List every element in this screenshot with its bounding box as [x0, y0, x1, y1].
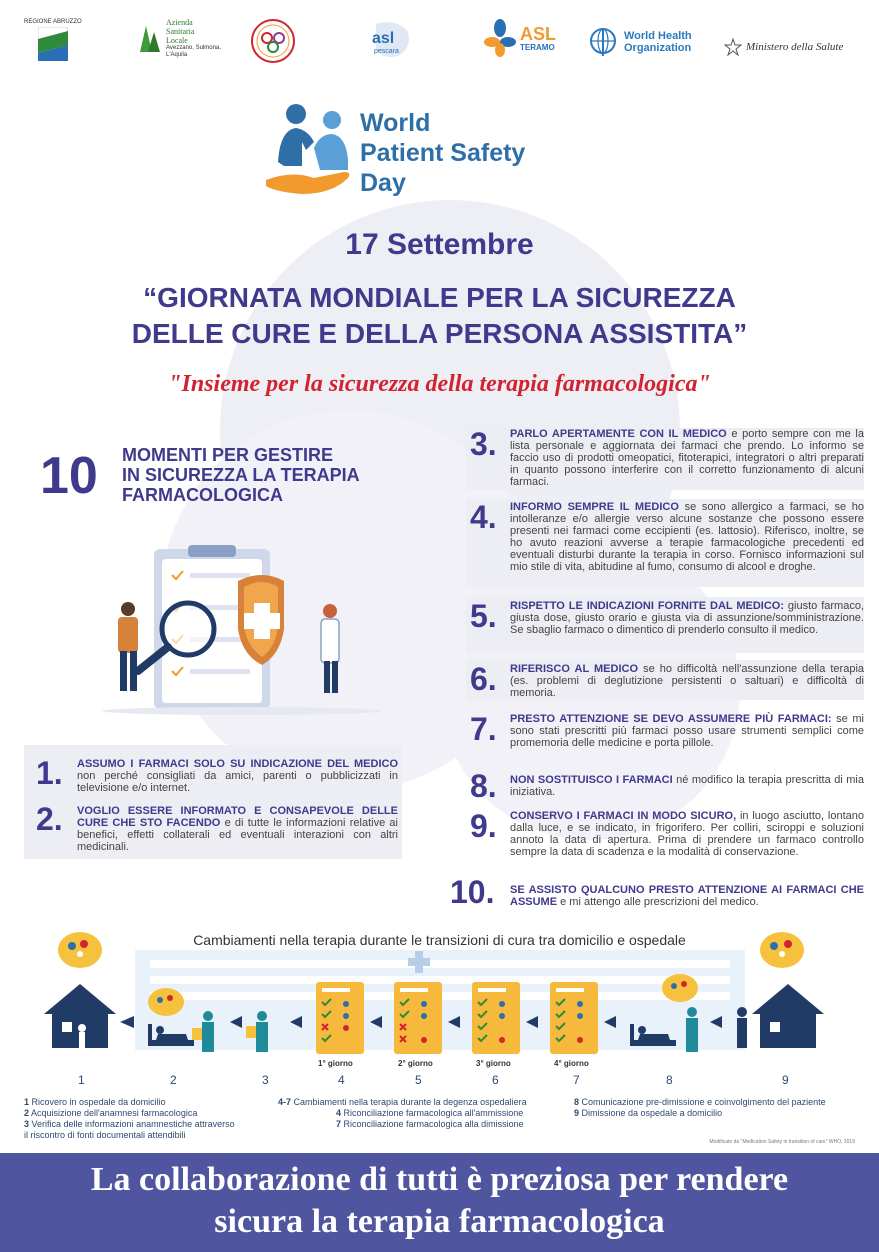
- moments-count: 10: [40, 447, 98, 505]
- asl-teramo-logo: ASL TERAMO: [484, 18, 556, 58]
- subtitle: "Insieme per la sicurezza della terapia farmacologica": [168, 371, 711, 397]
- legend-column-1: 1 Ricovero in ospedale da domicilio 2 Acquisizione dell'anamnesi farmacologica 3 Verifica delle informazioni anamnestiche attraverso il riscontro di fonti documentali attendibili: [24, 1097, 235, 1140]
- transitions-title: Cambiamenti nella terapia durante le transizioni di cura tra domicilio e ospedale: [193, 932, 686, 948]
- moment-item: 6. RIFERISCO AL MEDICO se ho difficoltà nell'assunzione della terapia (es. problemi di deglutizione persistenti o saltuari) e difficoltà di memoria.: [470, 661, 865, 699]
- step-number: 9: [782, 1073, 789, 1087]
- regione-abruzzo-text: REGIONE ABRUZZO: [24, 19, 82, 25]
- asl-lanciano-logo: [250, 18, 296, 64]
- asl-pescara-logo: asl pescara: [368, 18, 414, 62]
- moment-item: 9. CONSERVO I FARMACI IN MODO SICURO, in luogo asciutto, lontano dalla luce, e se indicato, in frigorifero. Per colliri, sciroppi e soluzioni annoto la data di apertura. Prima di prendere un farmaco controllo sempre la data di scadenza e la modalità di conservazione.: [470, 808, 864, 858]
- step-number: 8: [666, 1073, 673, 1087]
- moment-item: 4. INFORMO SEMPRE IL MEDICO se sono allergico a farmaci, se ho intolleranze e/o allergie verso alcune sostanze che possono essere presenti nei farmaci come eccipienti (es. lattosio). Riferisco, inoltre, se ho avuto reazioni avverse a terapie farmacologiche precedenti ed eventuali disturbi durante la terapia in corso. Fornisco informazioni sul mio stile di vita, abitudine al fumo, consumo di alcool e droghe.: [470, 499, 864, 573]
- legend-column-3: 8 Comunicazione pre-dimissione e coinvolgimento del paziente 9 Dimissione da ospedale a domicilio: [574, 1097, 826, 1118]
- step-number: 4: [338, 1073, 345, 1087]
- asl-avezzano-emblem-icon: [136, 22, 162, 56]
- title-line-2: DELLE CURE E DELLA PERSONA ASSISTITA”: [131, 318, 748, 349]
- step-number: 5: [415, 1073, 422, 1087]
- day-label: 4° giorno: [554, 1059, 589, 1068]
- moment-item: 3. PARLO APERTAMENTE CON IL MEDICO e porto sempre con me la lista personale e aggiornata dei farmaci che prendo. Lo informo se faccio uso di prodotti omeopatici, fitoterapici, integratori o altri preparati in quanto possono interferire con il corretto funzionamento di alcuni farmaci.: [470, 426, 864, 488]
- bottom-banner: [0, 1153, 879, 1252]
- ministero-salute-logo: Ministero della Salute: [724, 38, 843, 56]
- asl-lanciano-emblem-icon: [250, 18, 296, 64]
- people-hands-icon: [262, 100, 358, 196]
- moment-item: 1. ASSUMO I FARMACI SOLO SU INDICAZIONE DEL MEDICO non perché consigliati da amici, parenti o pubblicizzati in televisione e/o internet.: [36, 755, 398, 794]
- step-number: 7: [573, 1073, 580, 1087]
- wpsd-patient-safety: Patient Safety: [360, 139, 526, 167]
- moment-item: 8. NON SOSTITUISCO I FARMACI né modifico la terapia prescritta di mia iniziativa.: [470, 768, 864, 804]
- moments-heading: MOMENTI PER GESTIRE IN SICUREZZA LA TERAPIA FARMACOLOGICA: [122, 445, 360, 505]
- step-number: 2: [170, 1073, 177, 1087]
- moment-item: 2. VOGLIO ESSERE INFORMATO E CONSAPEVOLE DELLE CURE CHE STO FACENDO e di tutte le informazioni relative ai benefici, effetti collaterali ed eventuali interazioni con altri medicinali.: [36, 801, 398, 853]
- source-note: Modificato da "Medication Safety in transition of care" WHO, 2019: [709, 1139, 855, 1145]
- italian-emblem-icon: [724, 38, 742, 56]
- legend-column-2: 4-7 Cambiamenti nella terapia durante la degenza ospedaliera 4 Riconciliazione farmacologica all'ammissione 7 Riconciliazione farmacologica alla dimissione: [278, 1097, 527, 1129]
- moment-item: 10. SE ASSISTO QUALCUNO PRESTO ATTENZIONE AI FARMACI CHE ASSUME e mi attengo alle prescrizioni del medico.: [450, 874, 864, 910]
- who-emblem-icon: [586, 26, 620, 58]
- step-number: 1: [78, 1073, 85, 1087]
- abruzzo-emblem-icon: [38, 27, 68, 61]
- step-number: 6: [492, 1073, 499, 1087]
- day-label: 1° giorno: [318, 1059, 353, 1068]
- moment-item: 5. RISPETTO LE INDICAZIONI FORNITE DAL MEDICO: giusto farmaco, giusta dose, giusto orario e giusta via di assunzione/somministrazione. Se sbaglio farmaco o dimentico di prenderlo consulto il medico.: [470, 598, 864, 636]
- asl-avezzano-logo: Azienda Sanitaria Locale Avezzano, Sulmona, L'Aquila: [136, 18, 221, 59]
- moment-item: 7. PRESTO ATTENZIONE SE DEVO ASSUMERE PIÙ FARMACI: se mi sono stati prescritti più farmaci posso usare strumenti semplici come promemoria delle medicine e porta pillole.: [470, 711, 865, 749]
- day-label: 3° giorno: [476, 1059, 511, 1068]
- transitions-diagram: [0, 930, 879, 1070]
- banner-line-2: sicura la terapia farmacologica: [214, 1203, 665, 1240]
- title-line-1: “GIORNATA MONDIALE PER LA SICUREZZA: [143, 282, 736, 313]
- day-label: 2° giorno: [398, 1059, 433, 1068]
- asl-teramo-emblem-icon: [484, 18, 516, 58]
- event-date: 17 Settembre: [345, 228, 534, 261]
- regione-abruzzo-logo: [24, 18, 82, 61]
- medication-safety-illustration: [92, 545, 392, 725]
- logos-row: [0, 18, 879, 78]
- step-number: 3: [262, 1073, 269, 1087]
- wpsd-day: Day: [360, 169, 406, 197]
- who-logo: World Health Organization: [586, 26, 692, 58]
- wpsd-world: World: [360, 109, 431, 137]
- banner-line-1: La collaborazione di tutti è preziosa per rendere: [90, 1161, 789, 1198]
